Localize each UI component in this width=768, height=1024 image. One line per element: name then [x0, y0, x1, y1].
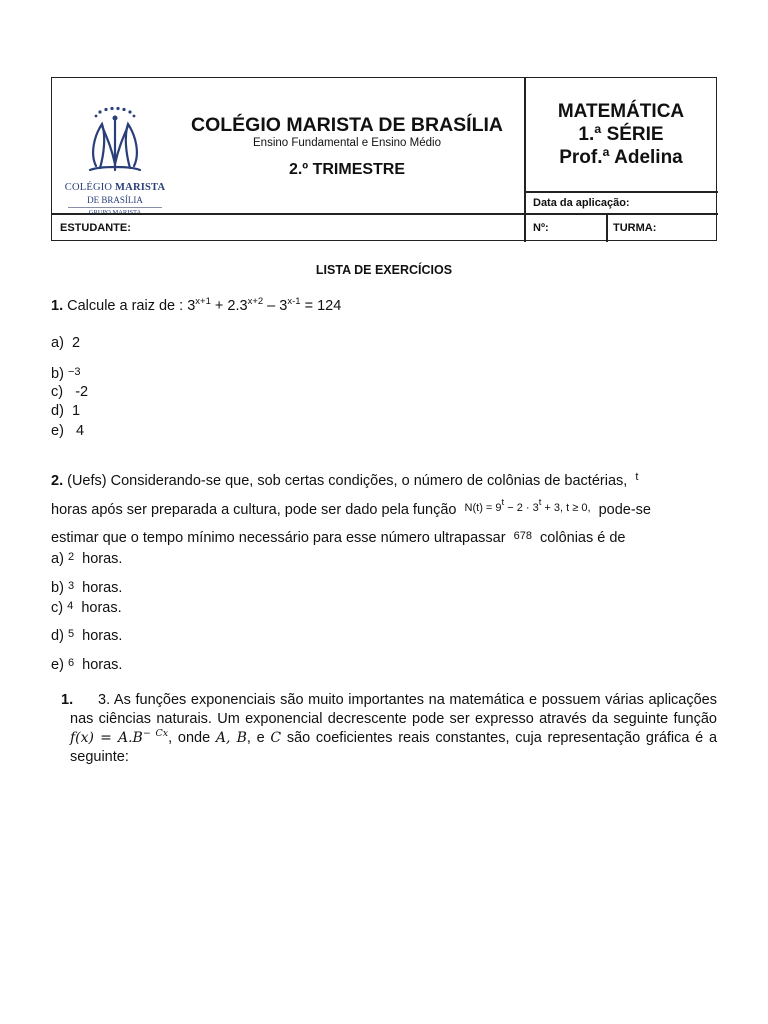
q2-option: c) $^4$ horas.	[51, 600, 122, 616]
q1-statement: 1. Calcule a raiz de : $3^{x+1} + 2.3^{x+2} - 3^{x-1} = 124$	[51, 296, 342, 314]
divider	[524, 191, 718, 193]
subject-block	[526, 100, 716, 169]
subject: MATEMÁTICA	[557, 101, 685, 122]
school-subtitle: Ensino Fundamental e Ensino Médio	[253, 137, 441, 149]
date-label: Data da aplicação:	[533, 197, 630, 209]
header-box	[51, 77, 717, 241]
divider	[52, 213, 718, 215]
q1-option: c) -2	[51, 384, 89, 400]
logo-name: COLÉGIO MARISTA	[64, 182, 166, 193]
logo-divider	[68, 207, 162, 208]
trimester: 2.º TRIMESTRE	[288, 161, 406, 178]
q2-formula: N(t) = 9t − 2 · 3t + 3, t ≥ 0,	[464, 497, 591, 514]
q1-option: b) $^{-3}$	[51, 366, 81, 382]
q2-statement-line3: estimar que o tempo mínimo necessário para esse número ultrapassar $^{678}$ colônias é de	[51, 530, 626, 546]
divider	[606, 213, 608, 242]
q2-option: b) $^3$ horas.	[51, 580, 123, 596]
logo-city: DE BRASÍLIA	[87, 195, 143, 205]
q2-statement-line1: 2. (Uefs) Considerando-se que, sob certas condições, o número de colônias de bactérias, $^t$	[51, 471, 639, 489]
class-label: TURMA:	[613, 222, 657, 234]
marist-monogram-icon	[60, 106, 170, 182]
teacher: Prof.ª Adelina	[559, 147, 683, 168]
q2-option: d) $^5$ horas.	[51, 628, 123, 644]
page-title: LISTA DE EXERCÍCIOS	[315, 263, 453, 277]
q3-statement: 3. As funções exponenciais são muito importantes na matemática e possuem várias aplicações nas ciências naturais. Um exponencial decrescente pode ser expresso através da seguinte função $f(x) = A.B^{- Cx}$, onde A, B, e C são coeficientes reais constantes, cuja representação gráfica é a seguinte:	[70, 692, 718, 765]
q2-option: e) $^6$ horas.	[51, 657, 123, 673]
q2-option: a) $^2$ horas.	[51, 551, 123, 567]
q1-option: e) 4	[51, 423, 85, 439]
q3-list-marker: 1.	[61, 692, 74, 708]
school-logo	[60, 106, 170, 205]
q2-statement-line2: horas após ser preparada a cultura, pode ser dado pela função $^{N(t) = 9^t - 2 \cdot 3^t + 3, t \ge 0,}$ pode-se	[51, 497, 651, 518]
q1-option: a) 2	[51, 335, 81, 351]
grade: 1.ª SÉRIE	[578, 124, 664, 145]
q1-option: d) 1	[51, 403, 81, 419]
student-label: ESTUDANTE:	[60, 222, 131, 234]
school-name: COLÉGIO MARISTA DE BRASÍLIA	[191, 114, 503, 136]
number-label: Nº:	[533, 222, 549, 234]
